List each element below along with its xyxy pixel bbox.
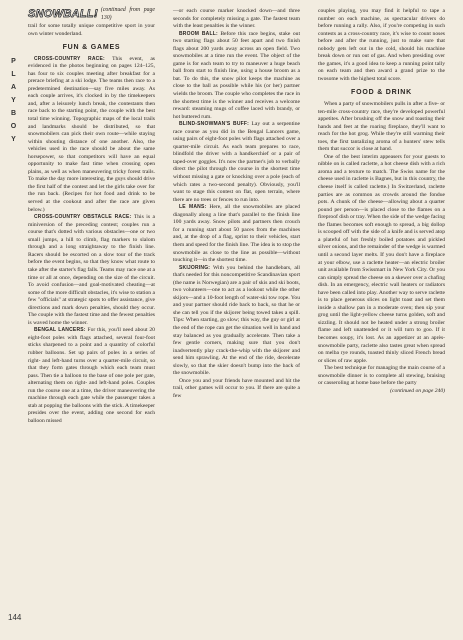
paragraph: When a party of snowmobilers pulls in after a five- or ten-mile cross-country race, they're developed powerful appetites. After brushing off the snow and toasting their hands and feet at the roaring fireplace, they'll want to reach for the hot grog. While they're still warming their toes, the first tantalizing aroma of a hunters' stew tells them that succor is close at hand.: [318, 101, 445, 153]
column-2: [173, 8, 300, 400]
run-in-head: BENGAL LANCERS:: [34, 327, 86, 334]
paragraph-text: This is a miniversion of the preceding contest; couples run a course that's dotted with various obstacles—one or two small jumps, a hill to climb, flag markers to slalom through and a long straightaway to the finish line. Racers should be escorted on a slow tour of the track before the event begins, so that they know what route to take after the starter's flag falls. Teams may race one at a time or all at once, depending on the size of the circuit. To avoid confusion—and goal-motivated cheating—at some of the more difficult obstacles, it's wise to station a few "officials" at strategic spots to offer assistance, give directions and mark down penalties, should they occur. The couple with the fastest time and the fewest penalties is waved home the winner.: [28, 214, 155, 326]
paragraph: [173, 31, 300, 122]
intro-paragraph: trail for some totally unique competitive sport in your own winter wonderland.: [28, 23, 155, 37]
magazine-letter: A: [10, 84, 18, 91]
snowball-logo: SNOWBALL!: [28, 8, 98, 21]
paragraph-text: For this, you'll need about 20 eight-foot poles with flags attached, several four-foot sticks sharpened to a point and a quantity of colorful rubber balloons. Set up pairs of poles in a series of right- and left-hand turns over a quarter-mile circuit, so that they form gates through which each team must pass. Then tie a balloon to the base of one pole per gate, alternating them on right- and left-hand poles. Couples run the course one at a time, the driver maneuvering the machine through each gate while the passenger takes a stab at popping the balloons with the stick. A timekeeper presides over the event, adding one second for each balloon missed: [28, 327, 155, 424]
paragraph: [173, 265, 300, 378]
food-drink-heading: FOOD & DRINK: [351, 89, 412, 97]
paragraph: One of the best interim appeasers for your guests to nibble on is called raclette, a hot cheese dish with a rich aroma and a texture to match. The Swiss name for the cheese used in raclette is Bagnes, but in this country, the cheese itself is called raclette.) In Switzerland, raclette parties are as common as crowds around the fondue pots. A chunk of the cheese—allowing about a quarter pound per person—is placed close to the flames on a fireproof dish or tray. When the side of the wedge facing the flames becomes soft enough to spread, a big dollop is scooped off with the side of a knife and is served atop a plateful of hot freshly boiled potatoes and pickled silver onions, and the remainder of the wedge is warmed until a second layer melts. If you don't have a fireplace at your elbow, use a raclette heater—an electric broiler unit available from Swissmart in New York City. Or you can simply spread the cheese on a skewer over a chafing dish. In an emergency, electric wall heaters or radiators have been called into play. Another way to serve raclette is to place generous slices on light toast and set them inside a shallow pan in a moderate oven; then sip your grog until the light-yellow cheese turns golden, soft and sizzling. It should not be heated under a strong broiler flame and left unattended or it will turn to goo. If it becomes soupy, it's lost. As an appetizer at an après-snowmobile party, raclette also tastes great when spread on melba rye rounds, toasted thinly sliced French bread or slices of raw apple.: [318, 153, 445, 364]
paragraph-text: With you behind the handlebars, all that's needed for this noncompetitive Scandinavian sport (the name is Norwegian) are a pair of skis and ski boots, two volunteers—one to act as a lookout while the other skijors—and a 10-foot length of water-ski tow rope. You and your partner should ride back to back, so that he or she can tell you if the skijorer being towed takes a spill. Tips: When starting, go slow; this way, the guy or girl at the end of the rope can get the situation well in hand and stay balanced as you gradually accelerate. Then take a few gentle corners, making sure that you don't inadvertently play crack-the-whip with the skijorer and send him sprawling. At the end of the ride, decelerate slowly, so that the skier doesn't bump into the back of the snowmobile.: [173, 264, 300, 377]
continued-from-note: (continued from page 130): [100, 7, 155, 21]
paragraph: [28, 214, 155, 327]
paragraph: [173, 204, 300, 264]
paragraph-text: Here, all the snowmobiles are placed diagonally along a line that's parallel to the finish line 100 yards away. Snow pilots and partners then crouch for a running start about 50 paces from the machines and, at the drop of a flag, sprint to their vehicles, start them and speed for the finish line. The idea is to stop the snowmobile as close to the line as possible—without touching it—in the shortest time.: [173, 204, 300, 264]
page-number: 144: [8, 613, 22, 622]
magazine-letter: B: [10, 110, 18, 117]
paragraph: couples playing, you may find it helpful to tape a number on each machine, as spectacular drivers do before running a rally. Also, if you're competing in such contests as a cross-country race, it's wise to count noses before and after the running, just to make sure that nobody gets left out in the cold, should his machine break down or run out of gas. And when presiding over the games, it's a good idea to keep a running point tally on each team and then award a grand prize to the twosome with the highest total score.: [318, 8, 445, 82]
magazine-letter: L: [11, 71, 17, 78]
column-1: [28, 8, 155, 425]
paragraph-text: Lay out a serpentine race course as you did in the Bengal Lancers game, using pairs of eight-foot poles with flags attached over a quarter-mile circuit. As each team prepares to race, blindfold the driver with a handkerchief or a pair of taped-over goggles. It's now the partner's job to verbally direct the pilot through the course in the shortest time without missing a gate or knocking over a pole (each of which rates a two-second penalty). Obviously, you'll want to stage this contest on flat, open terrain, where there are no trees or fences to run into.: [173, 121, 300, 203]
run-in-head: CROSS-COUNTRY OBSTACLE RACE:: [34, 214, 132, 221]
fun-games-heading: FUN & GAMES: [62, 44, 121, 52]
run-in-head: CROSS-COUNTRY RACE:: [34, 55, 105, 62]
magazine-letter: O: [10, 123, 18, 130]
magazine-letter: Y: [11, 97, 17, 104]
paragraph: [173, 121, 300, 204]
paragraph-text: This event, as evidenced in the photos beginning on pages 124–125, has four to six couples meeting after breakfast for a prerace briefing at a ski lodge. The teams then race to a predetermined destination—say five miles away. As each couple arrives, it's clocked in by the timekeepers and, after a leisurely lunch break, the contestants then race back to the starting point, the couple with the best total time winning. Topographic maps of the local trails and landmarks should be distributed, so that snowmobilers can pick their own route—while staying within shouting distance of one another. Also, the vehicles used in the race should be about the same horsepower, so that competitors will have an equal opportunity to make fast time when crossing open plains, as well as when maneuvering tricky forest trails. To make the day more interesting, the guys should drive the first half of the contest and let the girls take over for the run back. (Recipes for hot food and drink to be served at the cookout and after the race are given below.): [28, 55, 155, 213]
run-in-head: BROOM BALL:: [179, 30, 218, 37]
magazine-letter: P: [11, 58, 17, 65]
paragraph: Once you and your friends have mounted and hit the trail, other games will occur to you. If there are quite a few: [173, 377, 300, 399]
magazine-letter: Y: [11, 136, 17, 143]
run-in-head: BLIND-SNOWMAN'S BUFF:: [179, 121, 250, 128]
paragraph: [28, 327, 155, 425]
run-in-head: LE MANS:: [179, 204, 207, 211]
paragraph: The best technique for managing the main course of a snowmobile dinner is to complete all stewing, braising or casseroling at home base before the party: [318, 365, 445, 387]
run-in-head: SKIJORING:: [179, 264, 211, 271]
paragraph-text: Before this race begins, stake out two starting flags about 50 feet apart and two finish flags about 200 yards away across an open field. Two snowmobiles at a time run the event. The object of the game is for each team to try to maneuver a huge beach ball from start to finish line, using a house broom as a bat. To do this, the snow pilot keeps the machine as close to the ball as possible while his (or her) partner wields the broom. The couple who completes the race in the shortest time is the winner and receives a welcome reward: steaming mugs of coffee laced with brandy, or hot buttered rum.: [173, 30, 301, 120]
article-header: [28, 8, 155, 22]
magazine-vertical-title: [8, 55, 20, 146]
column-3: [318, 8, 445, 395]
paragraph: —or each course marker knocked down—and three seconds for completely missing a gate. The fastest team with the least penalties is the winner.: [173, 8, 300, 30]
paragraph: [28, 56, 155, 214]
continued-on-note: (continued on page 240): [390, 387, 445, 394]
